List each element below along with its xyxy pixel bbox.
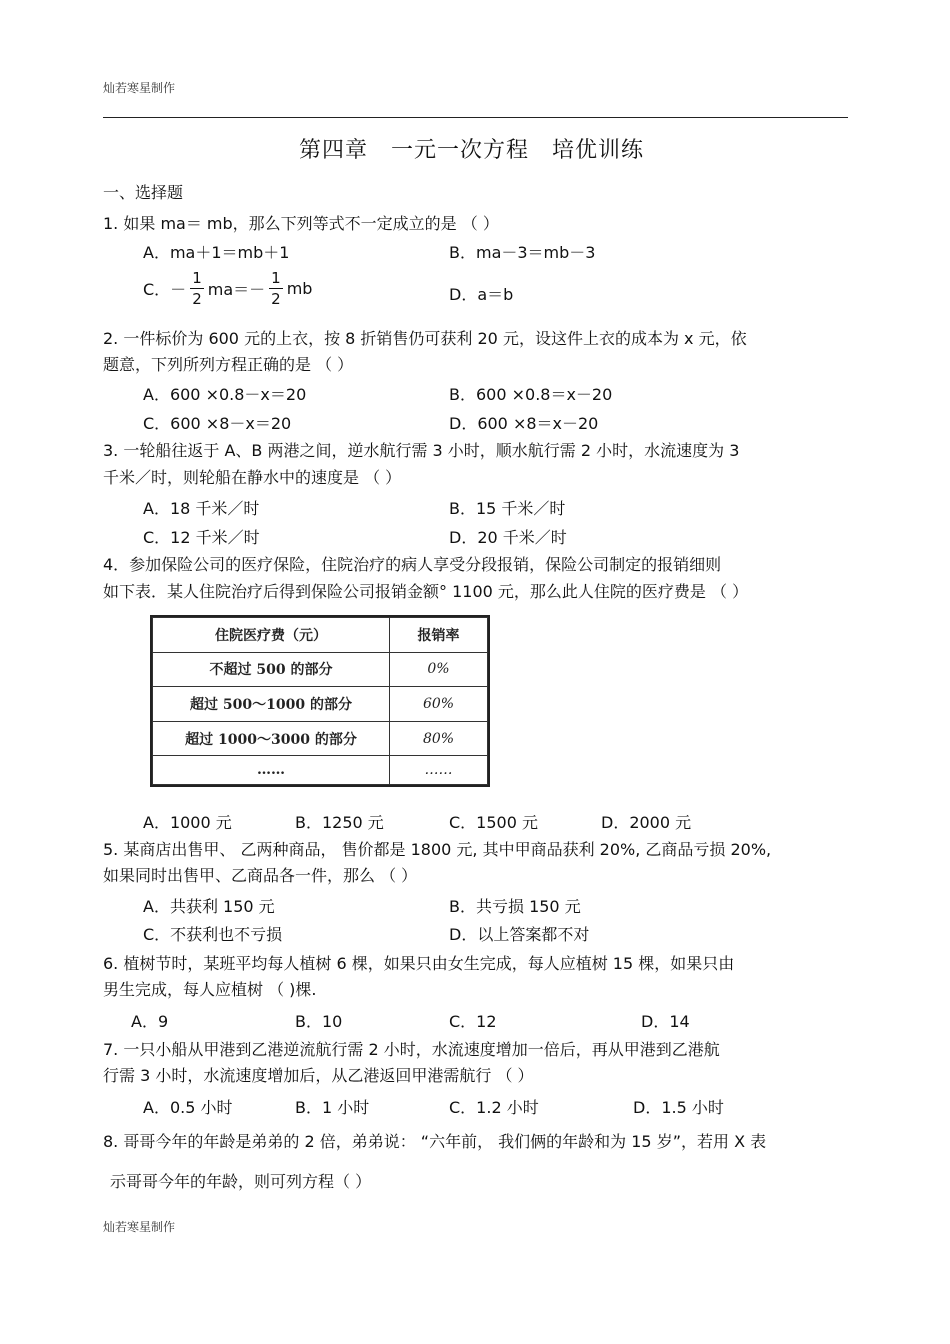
question-4-option-b: B．1250 元 — [295, 813, 384, 832]
fraction-numerator: 1 — [192, 269, 202, 287]
question-4-line-2: 如下表．某人住院治疗后得到保险公司报销金额° 1100 元，那么此人住院的医疗费是 （ ） — [103, 582, 749, 601]
page-footer: 灿若寒星制作 — [103, 1220, 176, 1234]
question-2-option-c: C．600 ×8－x＝20 — [143, 414, 292, 433]
question-1-option-a: A．ma＋1＝mb＋1 — [143, 243, 290, 262]
fraction-half — [190, 268, 204, 309]
table-header-cell: 住院医疗费（元） — [153, 618, 390, 653]
table-row — [153, 721, 488, 756]
question-4-option-d: D．2000 元 — [601, 813, 692, 832]
table-cell: 60% — [390, 687, 488, 722]
question-6-option-b: B．10 — [295, 1012, 343, 1031]
table-cell: …… — [153, 756, 390, 785]
question-1-option-c — [143, 268, 312, 309]
question-8-line-2: 示哥哥今年的年龄，则可列方程（ ） — [110, 1172, 372, 1191]
question-4-option-c: C．1500 元 — [449, 813, 538, 832]
question-6-option-a: A．9 — [131, 1012, 169, 1031]
page-title: 第四章 一元一次方程 培优训练 — [299, 138, 645, 163]
question-7-option-c: C．1.2 小时 — [449, 1098, 539, 1117]
option-c-suffix: mb — [286, 279, 313, 298]
question-7-option-d: D．1.5 小时 — [633, 1098, 724, 1117]
question-8-line-1: 8. 哥哥今年的年龄是弟弟的 2 倍，弟弟说： “六年前， 我们俩的年龄和为 15 岁”，若用 X 表 — [103, 1132, 767, 1151]
table-cell: 不超过 500 的部分 — [153, 652, 390, 687]
reimbursement-table — [150, 615, 490, 787]
question-7-option-b: B．1 小时 — [295, 1098, 370, 1117]
question-4-line-1: 4．参加保险公司的医疗保险，住院治疗的病人享受分段报销，保险公司制定的报销细则 — [103, 555, 722, 574]
table-header-cell: 报销率 — [390, 618, 488, 653]
table-row — [153, 756, 488, 785]
fraction-numerator: 1 — [271, 269, 281, 287]
table-cell: 超过 500～1000 的部分 — [153, 687, 390, 722]
table-cell: 0% — [390, 652, 488, 687]
question-7-line-1: 7. 一只小船从甲港到乙港逆流航行需 2 小时，水流速度增加一倍后，再从甲港到乙港航 — [103, 1040, 720, 1059]
question-5-line-2: 如果同时出售甲、乙商品各一件，那么 （ ） — [103, 866, 418, 885]
question-7-option-a: A．0.5 小时 — [143, 1098, 233, 1117]
table-cell: 80% — [390, 721, 488, 756]
question-2-option-d: D．600 ×8＝x－20 — [449, 414, 599, 433]
table-row — [153, 687, 488, 722]
question-3-option-a: A．18 千米／时 — [143, 499, 260, 518]
question-3-option-d: D．20 千米／时 — [449, 528, 567, 547]
question-6-line-1: 6. 植树节时，某班平均每人植树 6 棵，如果只由女生完成，每人应植树 15 棵，如果只由 — [103, 954, 735, 973]
fraction-denominator: 2 — [271, 290, 281, 308]
question-4-option-a: A．1000 元 — [143, 813, 232, 832]
question-2-line-2: 题意，下列所列方程正确的是 （ ） — [103, 355, 354, 374]
fraction-half — [269, 268, 283, 309]
table-header-row — [153, 618, 488, 653]
question-6-line-2: 男生完成，每人应植树 （ )棵. — [103, 980, 317, 999]
question-1-option-d: D．a＝b — [449, 285, 514, 304]
question-5-option-c: C．不获利也不亏损 — [143, 925, 283, 944]
question-3-option-b: B．15 千米／时 — [449, 499, 566, 518]
question-5-option-d: D．以上答案都不对 — [449, 925, 590, 944]
question-2-option-b: B．600 ×0.8＝x－20 — [449, 385, 613, 404]
table-cell: …… — [390, 756, 488, 785]
question-6-option-d: D．14 — [641, 1012, 690, 1031]
option-c-middle: ma＝－ — [207, 280, 266, 299]
question-2-option-a: A．600 ×0.8－x＝20 — [143, 385, 307, 404]
question-5-option-a: A．共获利 150 元 — [143, 897, 275, 916]
question-3-line-2: 千米／时，则轮船在静水中的速度是 （ ） — [103, 468, 402, 487]
question-2-line-1: 2. 一件标价为 600 元的上衣，按 8 折销售仍可获利 20 元，设这件上衣的成本为 x 元，依 — [103, 329, 747, 348]
question-3-option-c: C．12 千米／时 — [143, 528, 260, 547]
option-c-prefix: C．－ — [143, 280, 187, 299]
question-3-line-1: 3. 一轮船往返于 A、B 两港之间，逆水航行需 3 小时，顺水航行需 2 小时，水流速度为 3 — [103, 441, 740, 460]
question-6-option-c: C．12 — [449, 1012, 497, 1031]
fraction-denominator: 2 — [192, 290, 202, 308]
section-heading: 一、选择题 — [103, 183, 184, 202]
page-header: 灿若寒星制作 — [103, 81, 176, 95]
question-7-line-2: 行需 3 小时，水流速度增加后，从乙港返回甲港需航行 （ ） — [103, 1066, 534, 1085]
table-row — [153, 652, 488, 687]
question-5-line-1: 5. 某商店出售甲、 乙两种商品， 售价都是 1800 元, 其中甲商品获利 20%, 乙商品亏损 20%, — [103, 840, 772, 859]
question-1-stem: 1. 如果 ma＝ mb，那么下列等式不一定成立的是 （ ） — [103, 214, 499, 233]
table-cell: 超过 1000～3000 的部分 — [153, 721, 390, 756]
header-rule — [103, 117, 848, 118]
question-5-option-b: B．共亏损 150 元 — [449, 897, 581, 916]
question-1-option-b: B．ma－3＝mb－3 — [449, 243, 596, 262]
